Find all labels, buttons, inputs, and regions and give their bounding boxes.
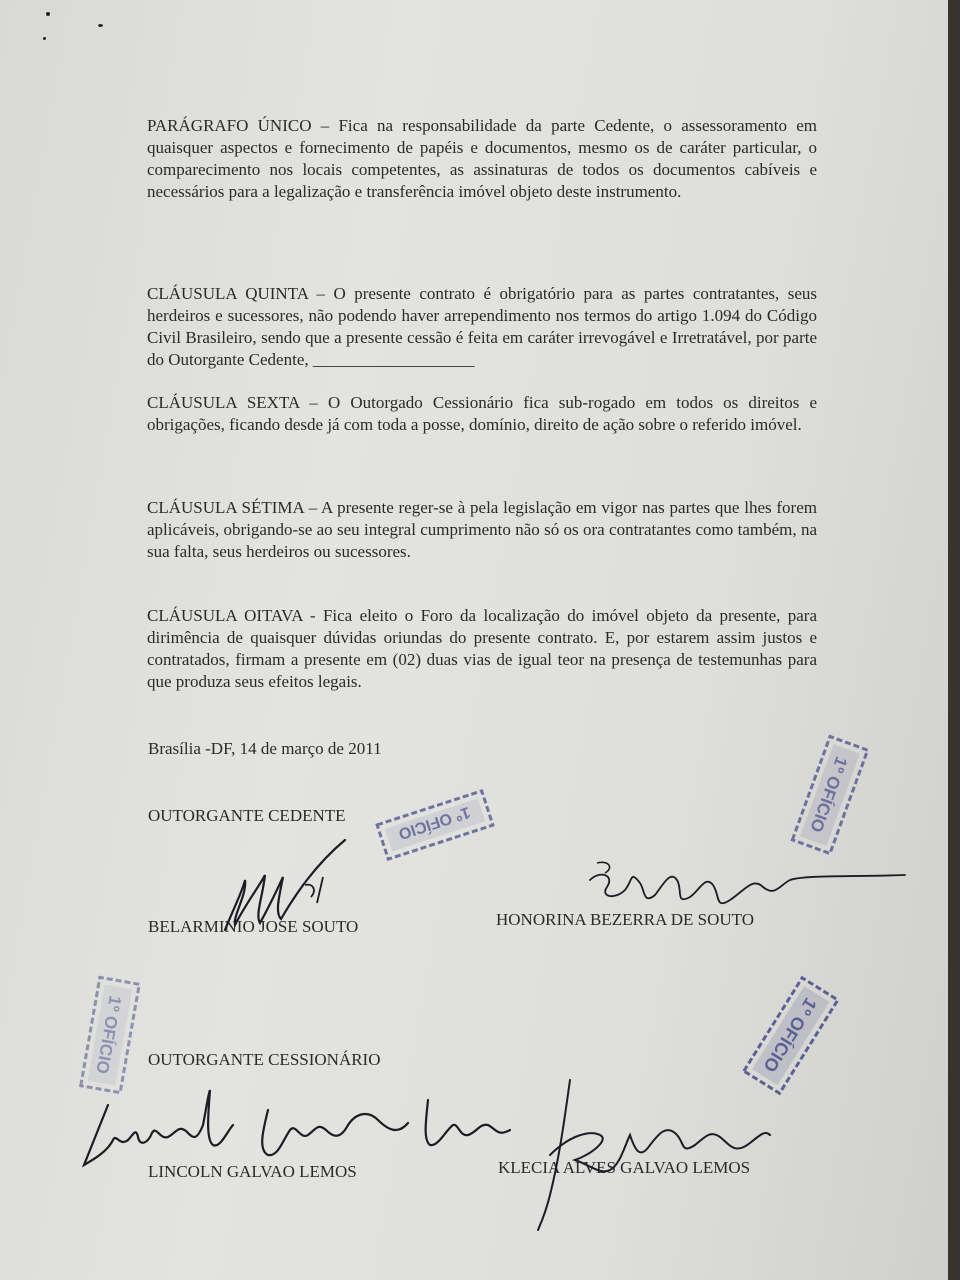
signature-belarminio — [205, 835, 355, 940]
cessionario-heading: OUTORGANTE CESSIONÁRIO — [148, 1050, 381, 1069]
stamp-text: 1º OFÍCIO — [759, 994, 821, 1076]
signature-klecia — [530, 1075, 780, 1235]
cessionario-name-2: KLECIA ALVES GALVAO LEMOS — [498, 1158, 751, 1177]
notary-stamp-center — [360, 775, 510, 875]
clausula-sexta: CLÁUSULA SEXTA – O Outorgado Cessionário fica sub-rogado em todos os direitos e obrigações, ficando desde já com toda a posse, domínio, direito de ação sobre o referido imóvel. — [147, 393, 817, 434]
stamp-text: 1º OFÍCIO — [396, 803, 473, 843]
paragrafo-unico: PARÁGRAFO ÚNICO – Fica na responsabilidade da parte Cedente, o assessoramento em quaisquer aspectos e fornecimento de papéis e documentos, mesmo os de caráter particular, o comparecimento nos locais competentes, as assinaturas de todos os documentos cabíveis e necessários para a legalização e transferência imóvel objeto deste instrumento. — [147, 116, 817, 201]
cedente-name-1: BELARMINIO JOSE SOUTO — [148, 917, 359, 936]
signature-lincoln — [78, 1085, 528, 1175]
cessionario-name-1: LINCOLN GALVAO LEMOS — [148, 1162, 357, 1181]
page-edge-shadow — [948, 0, 960, 1280]
speck — [98, 24, 103, 27]
clausula-oitava: CLÁUSULA OITAVA - Fica eleito o Foro da localização do imóvel objeto da presente, para dirimência de quaisquer dúvidas oriundas do presente contrato. E, por estarem assim justos e contratados, firmam a presente em (02) duas vias de igual teor na presença de testemunhas para que produza seus efeitos legais. — [147, 606, 817, 691]
stamp-text: 1º OFÍCIO — [92, 994, 125, 1076]
place-date: Brasília -DF, 14 de março de 2011 — [148, 739, 382, 758]
stamp-text: 1º OFÍCIO — [806, 754, 852, 835]
speck — [46, 12, 50, 16]
cedente-name-2: HONORINA BEZERRA DE SOUTO — [496, 910, 755, 929]
signature-honorina — [585, 855, 915, 930]
clausula-quinta: CLÁUSULA QUINTA – O presente contrato é obrigatório para as partes contratantes, seus herdeiros e sucessores, não podendo haver arrependimento nos termos do artigo 1.094 do Código Civil Brasileiro, sendo que a presente cessão é feita em caráter irrevogável e Irretratável, por parte do Outorgante Cedente, ___________________ — [147, 284, 817, 369]
clausula-setima: CLÁUSULA SÉTIMA – A presente reger-se à pela legislação em vigor nas partes que lhes forem aplicáveis, obrigando-se ao seu integral cumprimento não só os ora contratantes como também, na sua falta, seus herdeiros ou sucessores. — [147, 498, 817, 561]
speck — [43, 37, 46, 40]
cedente-heading: OUTORGANTE CEDENTE — [148, 806, 346, 825]
